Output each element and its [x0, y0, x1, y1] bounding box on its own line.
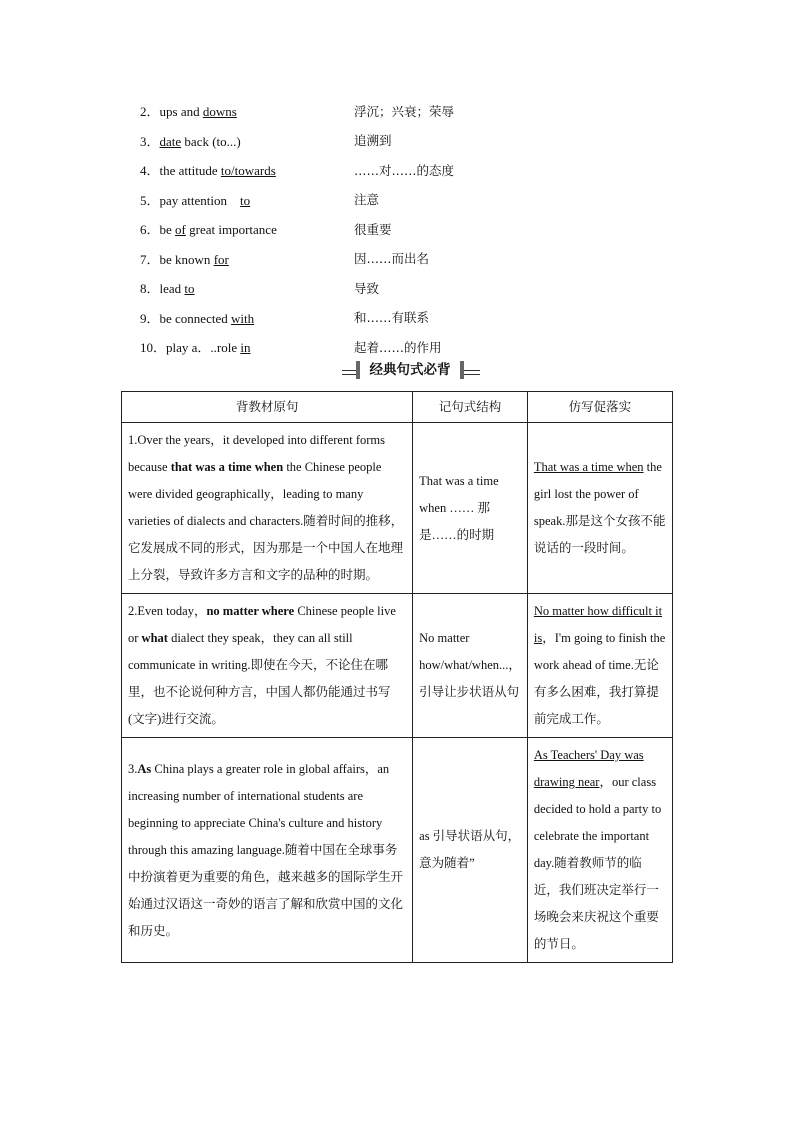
phrase-answer: for — [213, 251, 229, 267]
sentence-text: Chinese people live or — [128, 604, 396, 645]
phrase-chinese: 浮沉；兴衰；荣辱 — [354, 103, 455, 119]
phrase-number: 4． — [140, 163, 160, 179]
table-row — [122, 423, 673, 594]
imitation-answer: No matter how difficult it is — [533, 604, 663, 645]
sentence-text: the Chinese people were divided geographically，leading to many varieties of dialects and characters.随着时间的推移，它发展成不同的形式，因为那是一个中国人在地理上分裂，导致许多方言和文字的品种的时期。 — [128, 460, 404, 582]
phrase-number: 7． — [140, 251, 160, 267]
phrase-text: back (to...) — [181, 133, 241, 149]
phrase-english — [140, 131, 354, 150]
phrase-text: play a．..role — [166, 340, 241, 356]
phrase-row — [140, 332, 540, 362]
phrase-english — [140, 190, 354, 209]
phrase-english — [140, 219, 354, 238]
phrase-row — [140, 303, 540, 333]
original-sentence-cell — [122, 738, 413, 963]
sentence-text: 3. — [128, 761, 138, 776]
sentence-text: 1.Over the years，it developed into different forms because — [128, 433, 385, 474]
header-original: 背教材原句 — [122, 392, 413, 423]
sentence-text: dialect they speak，they can all still communicate in writing.即使在今天，不论住在哪里，也不论说何种方言，中国人都仍能通过书写(文字)进行交流。 — [128, 631, 391, 726]
phrase-row — [140, 185, 540, 215]
phrase-answer: of — [175, 222, 186, 238]
phrase-english — [140, 337, 354, 356]
header-imitation: 仿写促落实 — [527, 392, 672, 423]
phrase-number: 10． — [140, 340, 167, 356]
table-row — [122, 594, 673, 738]
phrase-number: 9． — [140, 310, 160, 326]
phrase-number: 3． — [140, 133, 160, 149]
sentence-text: China plays a greater role in global affairs，an increasing number of international students are beginning to appreciate China's culture and history through this amazing language.随着中国在全球事务中扮演着更为重要的角色，越来越多的国际学生开始通过汉语这一奇妙的语言了解和欣赏中国的文化和历史。 — [128, 761, 404, 938]
phrase-english — [140, 249, 354, 268]
phrase-chinese: 很重要 — [354, 221, 392, 237]
phrase-row — [140, 96, 540, 126]
imitation-cell — [527, 423, 672, 594]
phrase-row — [140, 155, 540, 185]
structure-cell: No matter how/what/when...，引导让步状语从句 — [413, 594, 528, 738]
phrase-row — [140, 244, 540, 274]
phrase-answer: downs — [202, 104, 237, 120]
phrase-number: 2． — [140, 104, 160, 120]
phrase-number: 6． — [140, 222, 160, 238]
phrase-text: be known — [159, 251, 214, 267]
phrase-text: be — [159, 222, 176, 238]
table-header-row — [122, 392, 673, 423]
phrase-row — [140, 126, 540, 156]
phrase-text: great importance — [185, 222, 277, 238]
phrase-number: 5． — [140, 192, 160, 208]
phrase-english — [140, 101, 354, 120]
phrase-answer: in — [240, 340, 251, 356]
phrase-chinese: ……对……的态度 — [354, 162, 455, 178]
structure-cell: That was a time when …… 那是……的时期 — [413, 423, 528, 594]
phrase-number: 8． — [140, 281, 160, 297]
key-phrase: As — [137, 761, 152, 776]
original-sentence-cell — [122, 423, 413, 594]
imitation-text: ，our class decided to hold a party to celebrate the important day.随着教师节的临近，我们班决定举行一场晚会来庆祝这个重要的节日。 — [533, 775, 662, 951]
key-phrase: no matter where — [206, 604, 295, 618]
phrase-chinese: 导致 — [354, 280, 380, 296]
phrase-english — [140, 160, 354, 179]
phrase-answer: with — [230, 310, 255, 326]
phrase-chinese: 起着……的作用 — [354, 339, 442, 355]
structure-cell: as 引导状语从句， 意为随着” — [413, 738, 528, 963]
sentence-text: 2.Even today， — [128, 604, 207, 618]
phrase-chinese: 和……有联系 — [354, 310, 430, 326]
phrase-list — [140, 96, 540, 362]
imitation-answer: As Teachers' Day was drawing near — [533, 748, 644, 789]
key-phrase: that was a time when — [170, 460, 284, 474]
sentence-table — [121, 391, 673, 963]
phrase-answer: to — [184, 281, 195, 297]
phrase-chinese: 注意 — [354, 192, 380, 208]
phrase-row — [140, 273, 540, 303]
phrase-text: lead — [159, 281, 185, 297]
section-title: 经典句式必背 — [356, 361, 464, 379]
phrase-answer: to — [240, 192, 251, 208]
key-phrase: what — [141, 631, 168, 645]
phrase-text: pay attention — [159, 192, 241, 208]
header-structure: 记句式结构 — [413, 392, 528, 423]
phrase-answer: to/towards — [220, 163, 276, 179]
table-row — [122, 738, 673, 963]
phrase-chinese: 追溯到 — [354, 133, 392, 149]
imitation-text: the girl lost the power of speak.那是这个女孩不能说话的一段时间。 — [533, 460, 666, 555]
phrase-text: ups and — [159, 104, 203, 120]
phrase-chinese: 因……而出名 — [354, 251, 430, 267]
original-sentence-cell — [122, 594, 413, 738]
phrase-answer: date — [159, 133, 182, 149]
imitation-text: ，I'm going to finish the work ahead of time.无论有多么困难，我打算提前完成工作。 — [533, 631, 666, 726]
imitation-cell — [527, 594, 672, 738]
phrase-english — [140, 308, 354, 327]
imitation-cell — [527, 738, 672, 963]
phrase-text: the attitude — [159, 163, 221, 179]
section-banner — [342, 361, 480, 381]
phrase-text: be connected — [159, 310, 231, 326]
phrase-english — [140, 278, 354, 297]
phrase-row — [140, 214, 540, 244]
imitation-answer: That was a time when — [533, 460, 644, 474]
